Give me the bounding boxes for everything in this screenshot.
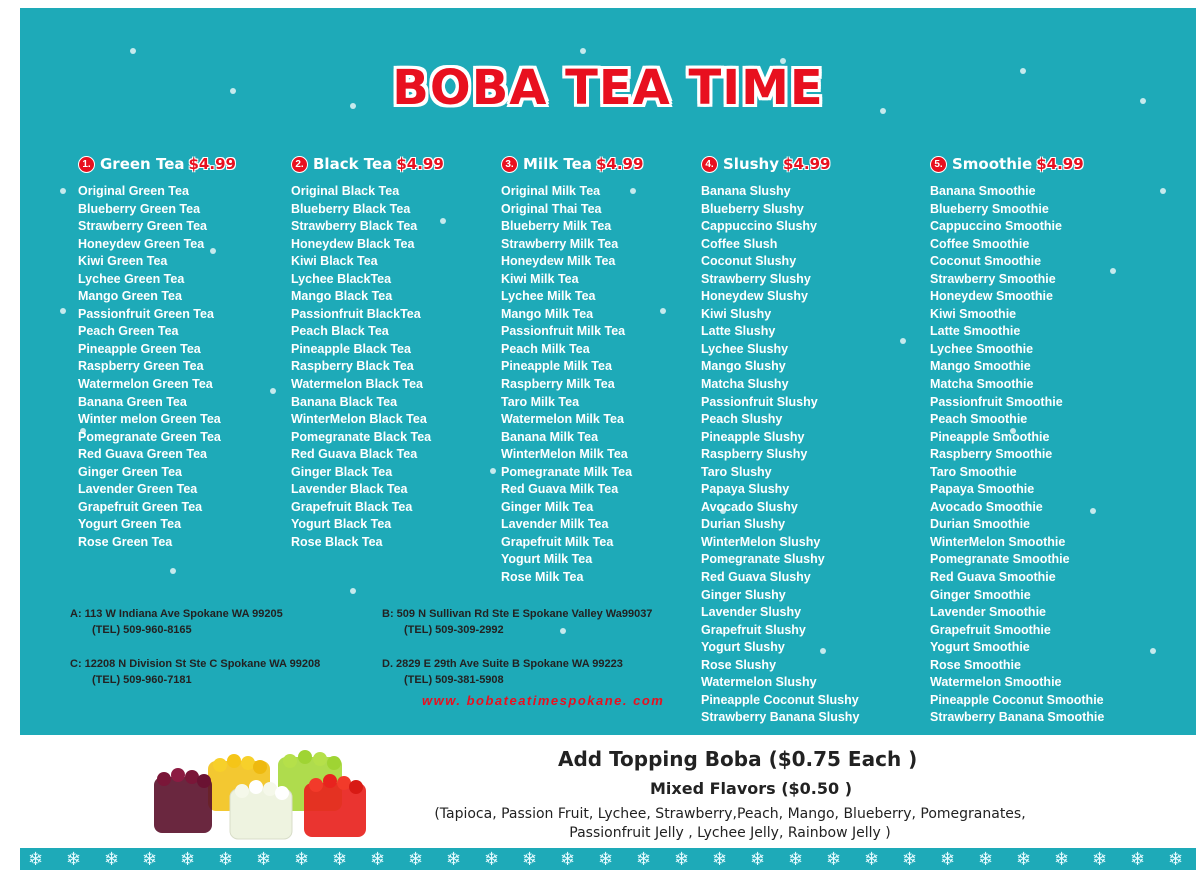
menu-item: Red Guava Smoothie — [930, 570, 1056, 585]
menu-item: WinterMelon Milk Tea — [501, 447, 628, 462]
menu-item: Lavender Black Tea — [291, 482, 408, 497]
menu-item: WinterMelon Smoothie — [930, 534, 1066, 549]
location-phone[interactable]: (TEL) 509-381-5908 — [404, 674, 504, 686]
snowflake-icon: ❄ — [750, 849, 766, 869]
menu-item: Watermelon Green Tea — [78, 377, 213, 392]
flavor-list — [380, 805, 1080, 843]
snowflake-icon: ❄ — [408, 849, 424, 869]
menu-item: Coffee Smoothie — [930, 236, 1030, 251]
menu-item: Kiwi Milk Tea — [501, 271, 579, 286]
menu-item: Honeydew Black Tea — [291, 236, 415, 251]
menu-item: Passionfruit Green Tea — [78, 306, 214, 321]
menu-item: Rose Slushy — [701, 657, 777, 672]
menu-item: Peach Milk Tea — [501, 341, 590, 356]
snowflake-icon: ❄ — [218, 849, 234, 869]
menu-item: Lychee Slushy — [701, 341, 789, 356]
menu-item: Banana Milk Tea — [501, 429, 599, 444]
category-header — [701, 154, 859, 174]
menu-item: Blueberry Slushy — [701, 201, 804, 216]
menu-item: Peach Black Tea — [291, 324, 389, 339]
menu-item: Matcha Smoothie — [930, 377, 1034, 392]
snowflake-icon: ❄ — [788, 849, 804, 869]
menu-item: Strawberry Black Tea — [291, 219, 418, 234]
menu-item: Lychee Smoothie — [930, 341, 1034, 356]
menu-item: Grapefruit Slushy — [701, 622, 806, 637]
snowflake-icon: ❄ — [1168, 849, 1184, 869]
location-b — [382, 606, 652, 638]
snowflake-icon: ❄ — [28, 849, 44, 869]
snowflake-icon: ❄ — [1016, 849, 1032, 869]
menu-item: Raspberry Green Tea — [78, 359, 204, 374]
category-number: 2. — [291, 156, 308, 173]
category-number: 1. — [78, 156, 95, 173]
menu-item: WinterMelon Black Tea — [291, 412, 427, 427]
menu-board — [20, 8, 1196, 735]
snow-dot — [170, 568, 176, 574]
menu-item: Pineapple Slushy — [701, 429, 805, 444]
menu-item: Red Guava Black Tea — [291, 447, 418, 462]
menu-item: Lavender Milk Tea — [501, 517, 609, 532]
menu-item: Ginger Green Tea — [78, 464, 182, 479]
menu-item: Lychee Milk Tea — [501, 289, 596, 304]
menu-item: Rose Milk Tea — [501, 570, 584, 585]
snow-dot — [1110, 268, 1116, 274]
category-name: Smoothie — [952, 155, 1033, 173]
menu-column-smoothie — [930, 154, 1104, 727]
category-header — [291, 154, 444, 174]
menu-item: Yogurt Smoothie — [930, 640, 1030, 655]
menu-item: Mango Black Tea — [291, 289, 393, 304]
menu-item: Peach Smoothie — [930, 412, 1028, 427]
item-list — [930, 183, 1104, 727]
menu-item: Red Guava Milk Tea — [501, 482, 619, 497]
menu-column-green-tea — [78, 154, 236, 551]
snow-dot — [1160, 188, 1166, 194]
menu-item: Coffee Slush — [701, 236, 778, 251]
menu-item: Blueberry Black Tea — [291, 201, 411, 216]
category-header — [501, 154, 643, 174]
menu-item: Pineapple Green Tea — [78, 341, 201, 356]
menu-item: Raspberry Smoothie — [930, 447, 1053, 462]
snow-dot — [1150, 648, 1156, 654]
menu-item: Pomegranate Green Tea — [78, 429, 221, 444]
menu-item: Mango Milk Tea — [501, 306, 594, 321]
menu-item: Taro Milk Tea — [501, 394, 580, 409]
category-header — [78, 154, 236, 174]
category-name: Milk Tea — [523, 155, 592, 173]
menu-column-black-tea — [291, 154, 444, 551]
snowflake-icon: ❄ — [484, 849, 500, 869]
snow-dot — [580, 48, 586, 54]
menu-item: Ginger Black Tea — [291, 464, 393, 479]
menu-item: Honeydew Slushy — [701, 289, 808, 304]
menu-item: Pineapple Milk Tea — [501, 359, 612, 374]
snowflake-border — [20, 848, 1196, 870]
menu-item: Ginger Smoothie — [930, 587, 1031, 602]
menu-item: Banana Smoothie — [930, 184, 1036, 198]
menu-item: Kiwi Smoothie — [930, 306, 1017, 321]
menu-item: Strawberry Slushy — [701, 271, 811, 286]
snow-dot — [660, 308, 666, 314]
category-header — [930, 154, 1104, 174]
menu-item: Cappuccino Smoothie — [930, 219, 1062, 234]
menu-item: Lavender Green Tea — [78, 482, 198, 497]
menu-item: Passionfruit Milk Tea — [501, 324, 626, 339]
location-phone[interactable]: (TEL) 509-309-2992 — [404, 624, 504, 636]
menu-item: Rose Green Tea — [78, 534, 173, 549]
snowflake-icon: ❄ — [522, 849, 538, 869]
menu-item: Mango Green Tea — [78, 289, 182, 304]
menu-item: Peach Green Tea — [78, 324, 179, 339]
snowflake-icon: ❄ — [864, 849, 880, 869]
menu-item: Watermelon Smoothie — [930, 675, 1062, 690]
menu-item: Watermelon Slushy — [701, 675, 817, 690]
menu-item: Original Green Tea — [78, 184, 189, 198]
menu-item: Strawberry Banana Smoothie — [930, 710, 1105, 725]
menu-item: Latte Smoothie — [930, 324, 1021, 339]
menu-item: Papaya Smoothie — [930, 482, 1035, 497]
menu-item: Pomegranate Black Tea — [291, 429, 432, 444]
menu-item: Ginger Slushy — [701, 587, 786, 602]
website-link[interactable]: www. bobateatimespokane. com — [422, 693, 665, 708]
menu-item: Watermelon Black Tea — [291, 377, 423, 392]
category-number: 4. — [701, 156, 718, 173]
menu-item: Durian Smoothie — [930, 517, 1031, 532]
menu-item: Avocado Slushy — [701, 499, 798, 514]
menu-item: Strawberry Smoothie — [930, 271, 1056, 286]
category-name: Green Tea — [100, 155, 185, 173]
item-list — [501, 183, 643, 587]
snowflake-icon: ❄ — [370, 849, 386, 869]
snow-dot — [130, 48, 136, 54]
topping-title: Add Topping Boba ($0.75 Each ) — [558, 747, 918, 771]
menu-item: Peach Slushy — [701, 412, 783, 427]
menu-item: Original Milk Tea — [501, 184, 601, 198]
menu-item: Pineapple Coconut Slushy — [701, 692, 859, 707]
menu-item: Pomegranate Smoothie — [930, 552, 1070, 567]
menu-item: Coconut Smoothie — [930, 254, 1042, 269]
menu-item: Ginger Milk Tea — [501, 499, 594, 514]
menu-item: Taro Smoothie — [930, 464, 1017, 479]
menu-item: Taro Slushy — [701, 464, 772, 479]
category-price: $4.99 — [595, 155, 644, 173]
menu-item: Grapefruit Green Tea — [78, 499, 203, 514]
category-price: $4.99 — [783, 155, 831, 173]
menu-item: Latte Slushy — [701, 324, 776, 339]
menu-item: Mango Slushy — [701, 359, 786, 374]
category-name: Slushy — [723, 155, 780, 173]
menu-item: Banana Black Tea — [291, 394, 398, 409]
snow-dot — [270, 388, 276, 394]
mixed-flavors: Mixed Flavors ($0.50 ) — [650, 779, 853, 798]
snowflake-icon: ❄ — [560, 849, 576, 869]
menu-item: Banana Slushy — [701, 184, 791, 198]
snowflake-icon: ❄ — [1054, 849, 1070, 869]
location-c — [70, 656, 320, 688]
location-address: B: 509 N Sullivan Rd Ste E Spokane Valley Wa99037 — [382, 608, 653, 620]
menu-item: Cappuccino Slushy — [701, 219, 817, 234]
category-price: $4.99 — [188, 155, 236, 173]
item-list — [701, 183, 859, 727]
menu-item: Kiwi Green Tea — [78, 254, 168, 269]
menu-item: Yogurt Black Tea — [291, 517, 392, 532]
menu-item: Strawberry Green Tea — [78, 219, 207, 234]
snow-dot — [60, 308, 66, 314]
menu-item: Kiwi Black Tea — [291, 254, 378, 269]
menu-item: Avocado Smoothie — [930, 499, 1043, 514]
menu-item: Yogurt Milk Tea — [501, 552, 593, 567]
menu-item: Yogurt Slushy — [701, 640, 785, 655]
snowflake-icon: ❄ — [978, 849, 994, 869]
menu-column-milk-tea — [501, 154, 643, 587]
menu-item: Original Black Tea — [291, 184, 400, 198]
item-list — [291, 183, 444, 551]
category-name: Black Tea — [313, 155, 393, 173]
snowflake-icon: ❄ — [256, 849, 272, 869]
menu-item: Honeydew Green Tea — [78, 236, 205, 251]
menu-item: Papaya Slushy — [701, 482, 790, 497]
menu-item: Raspberry Slushy — [701, 447, 808, 462]
menu-item: Rose Smoothie — [930, 657, 1021, 672]
location-phone[interactable]: (TEL) 509-960-7181 — [92, 674, 192, 686]
menu-item: Honeydew Smoothie — [930, 289, 1053, 304]
item-list — [78, 183, 236, 551]
snowflake-icon: ❄ — [142, 849, 158, 869]
menu-column-slushy — [701, 154, 859, 727]
snowflake-icon: ❄ — [940, 849, 956, 869]
menu-item: Coconut Slushy — [701, 254, 797, 269]
location-a — [70, 606, 283, 638]
menu-item: Blueberry Milk Tea — [501, 219, 612, 234]
menu-item: Grapefruit Black Tea — [291, 499, 413, 514]
menu-item: Lavender Smoothie — [930, 605, 1046, 620]
menu-item: Red Guava Slushy — [701, 570, 811, 585]
menu-item: Honeydew Milk Tea — [501, 254, 616, 269]
category-number: 3. — [501, 156, 518, 173]
menu-item: Winter melon Green Tea — [78, 412, 221, 427]
snowflake-icon: ❄ — [1130, 849, 1146, 869]
snowflake-icon: ❄ — [902, 849, 918, 869]
snowflake-icon: ❄ — [598, 849, 614, 869]
menu-item: Watermelon Milk Tea — [501, 412, 624, 427]
menu-item: Blueberry Green Tea — [78, 201, 201, 216]
category-number: 5. — [930, 156, 947, 173]
flavor-line-1: (Tapioca, Passion Fruit, Lychee, Strawberry,Peach, Mango, Blueberry, Pomegranates, — [434, 806, 1026, 822]
menu-item: Passionfruit Slushy — [701, 394, 818, 409]
location-address: D. 2829 E 29th Ave Suite B Spokane WA 99223 — [382, 658, 623, 670]
menu-item: Matcha Slushy — [701, 377, 789, 392]
snowflake-icon: ❄ — [446, 849, 462, 869]
menu-item: Yogurt Green Tea — [78, 517, 182, 532]
menu-item: Pineapple Coconut Smoothie — [930, 692, 1104, 707]
page-title: BOBA TEA TIME — [392, 60, 824, 116]
menu-item: Strawberry Milk Tea — [501, 236, 619, 251]
snowflake-icon: ❄ — [104, 849, 120, 869]
menu-item: Raspberry Milk Tea — [501, 377, 615, 392]
menu-item: Red Guava Green Tea — [78, 447, 207, 462]
menu-item: Rose Black Tea — [291, 534, 383, 549]
boba-cups-image — [148, 743, 398, 843]
snowflake-icon: ❄ — [66, 849, 82, 869]
category-price: $4.99 — [1036, 155, 1084, 173]
menu-item: Grapefruit Milk Tea — [501, 534, 614, 549]
snow-dot — [350, 588, 356, 594]
snow-dot — [490, 468, 496, 474]
menu-item: Raspberry Black Tea — [291, 359, 414, 374]
menu-item: Pineapple Smoothie — [930, 429, 1050, 444]
snowflake-icon: ❄ — [180, 849, 196, 869]
location-d — [382, 656, 623, 688]
menu-item: Blueberry Smoothie — [930, 201, 1049, 216]
flavor-line-2: Passionfruit Jelly , Lychee Jelly, Rainbow Jelly ) — [569, 825, 891, 841]
menu-item: Mango Smoothie — [930, 359, 1031, 374]
menu-item: Original Thai Tea — [501, 201, 602, 216]
location-address: C: 12208 N Division St Ste C Spokane WA 99208 — [70, 658, 321, 670]
snowflake-icon: ❄ — [712, 849, 728, 869]
category-price: $4.99 — [396, 155, 444, 173]
menu-item: Durian Slushy — [701, 517, 786, 532]
snowflake-icon: ❄ — [332, 849, 348, 869]
menu-item: Banana Green Tea — [78, 394, 187, 409]
snowflake-icon: ❄ — [294, 849, 310, 869]
snowflake-icon: ❄ — [826, 849, 842, 869]
topping-panel — [20, 735, 1196, 848]
menu-item: Passionfruit BlackTea — [291, 306, 421, 321]
snow-dot — [900, 338, 906, 344]
menu-item: Pomegranate Milk Tea — [501, 464, 633, 479]
menu-item: Grapefruit Smoothie — [930, 622, 1051, 637]
snowflake-icon: ❄ — [636, 849, 652, 869]
menu-item: Strawberry Banana Slushy — [701, 710, 860, 725]
menu-item: Pomegranate Slushy — [701, 552, 825, 567]
snowflake-icon: ❄ — [674, 849, 690, 869]
menu-item: WinterMelon Slushy — [701, 534, 821, 549]
menu-item: Lavender Slushy — [701, 605, 802, 620]
snow-dot — [60, 188, 66, 194]
menu-item: Lychee Green Tea — [78, 271, 185, 286]
location-phone[interactable]: (TEL) 509-960-8165 — [92, 624, 192, 636]
menu-item: Pineapple Black Tea — [291, 341, 411, 356]
menu-item: Lychee BlackTea — [291, 271, 392, 286]
location-address: A: 113 W Indiana Ave Spokane WA 99205 — [70, 608, 283, 620]
menu-item: Passionfruit Smoothie — [930, 394, 1063, 409]
menu-item: Kiwi Slushy — [701, 306, 772, 321]
snowflake-icon: ❄ — [1092, 849, 1108, 869]
